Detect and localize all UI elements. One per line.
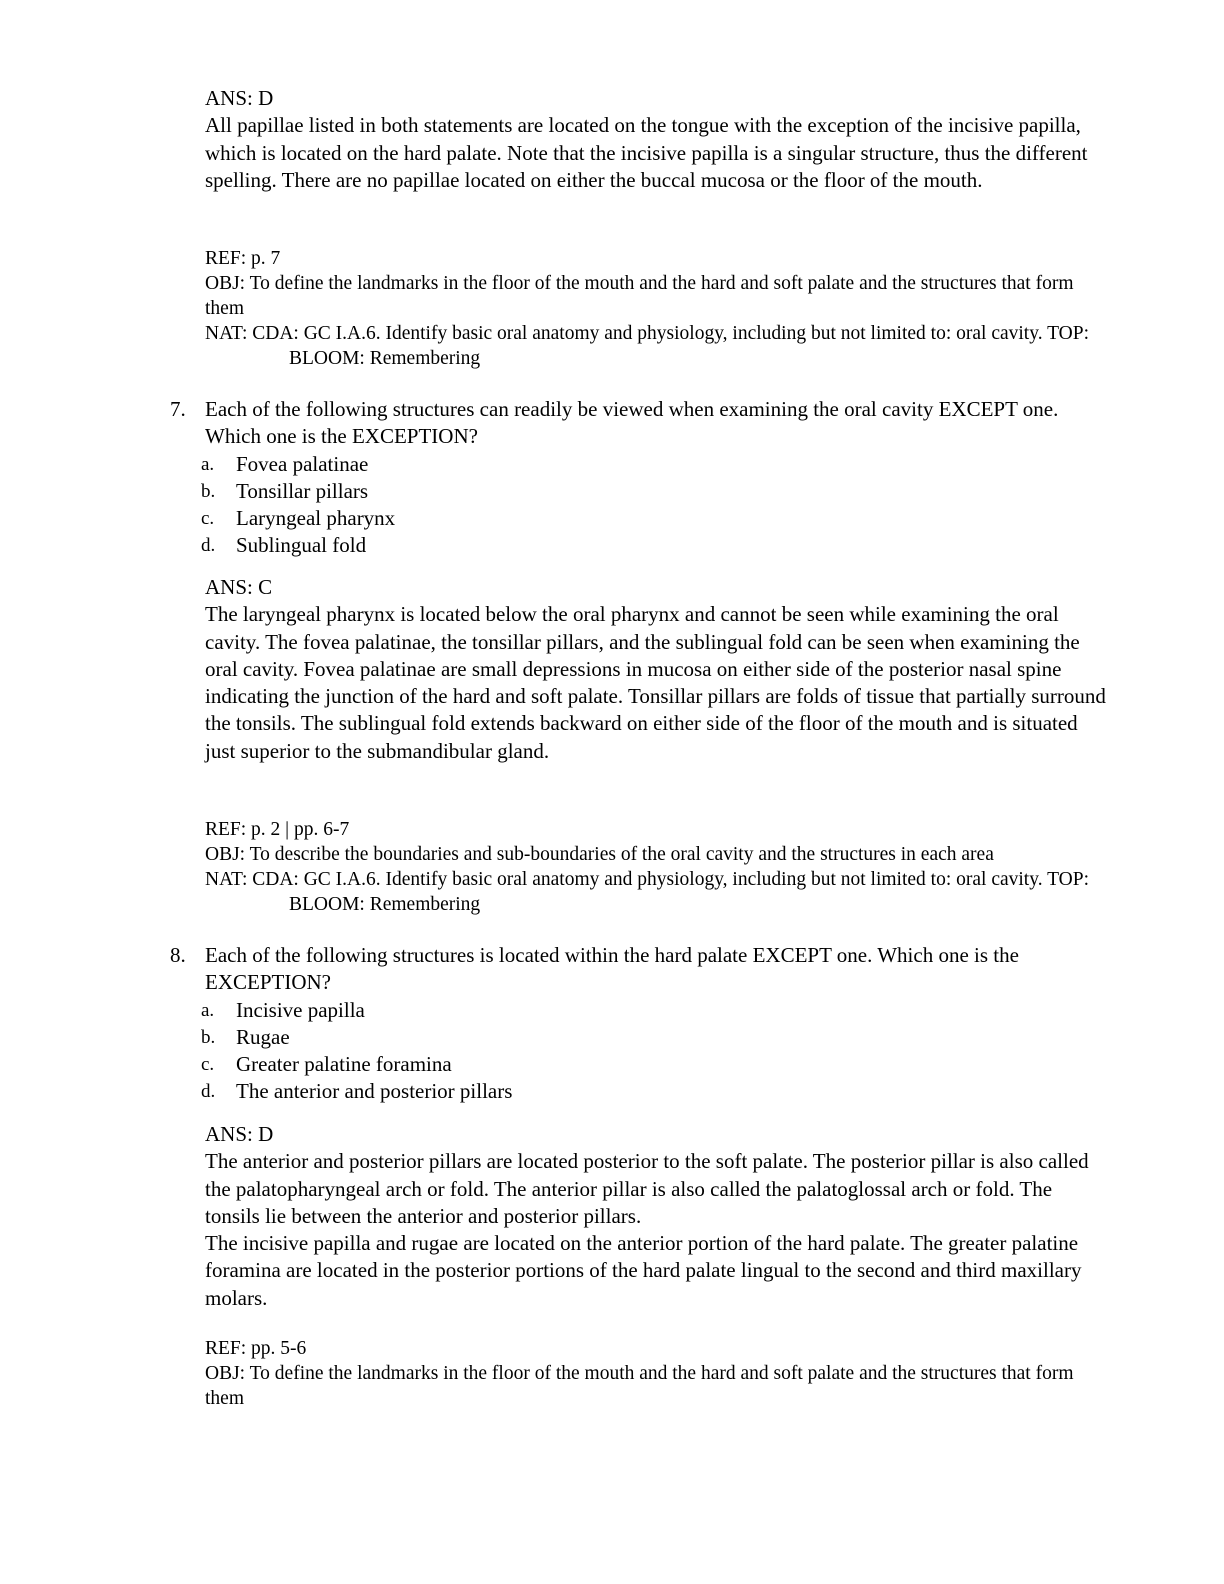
answer-explanation-1: The anterior and posterior pillars are located posterior to the soft palate. The posterior pillar is also called the palatopharyngeal arch or fold. The anterior pillar is also called the palatoglossal arch or fold. The tonsils lie between the anterior and posterior pillars. <box>205 1149 1089 1228</box>
nat-standard: NAT: CDA: GC I.A.6. Identify basic oral anatomy and physiology, including but not limited to: oral cavity. TOP:BLOOM: Remembering <box>205 323 1090 369</box>
answer-explanation-2: The incisive papilla and rugae are located on the anterior portion of the hard palate. The greater palatine foramina are located in the posterior portions of the hard palate lingual to the second and third maxillary molars. <box>205 1231 1082 1310</box>
nat-standard: NAT: CDA: GC I.A.6. Identify basic oral anatomy and physiology, including but not limited to: oral cavity. TOP:BLOOM: Remembering <box>205 869 1090 915</box>
option-d: d. The anterior and posterior pillars <box>201 1079 513 1104</box>
answer-key: ANS: C <box>205 575 273 599</box>
q8-metadata <box>205 1336 1110 1411</box>
objective: OBJ: To define the landmarks in the floor of the mouth and the hard and soft palate and the structures that form them <box>205 1363 1074 1409</box>
q6-answer-block <box>205 85 1110 194</box>
q8-answer-block <box>205 1121 1110 1312</box>
answer-explanation: The laryngeal pharynx is located below the oral pharynx and cannot be seen while examining the oral cavity. The fovea palatinae, the tonsillar pillars, and the sublingual fold can be seen when examining the oral cavity. Fovea palatinae are small depressions in mucosa on either side of the posterior nasal spine indicating the junction of the hard and soft palate. Tonsillar pillars are folds of tissue that partially surround the tonsils. The sublingual fold extends backward on either side of the floor of the mouth and is situated just superior to the submandibular gland. <box>205 602 1106 763</box>
objective: OBJ: To describe the boundaries and sub-boundaries of the oral cavity and the structures in each area <box>205 844 994 865</box>
option-d: d. Sublingual fold <box>201 533 367 558</box>
option-a: a. Incisive papilla <box>201 997 365 1022</box>
option-a: a. Fovea palatinae <box>201 451 369 476</box>
option-b: b. Rugae <box>201 1024 290 1049</box>
reference: REF: p. 2 | pp. 6-7 <box>205 819 350 840</box>
question-stem: Each of the following structures is located within the hard palate EXCEPT one. Which one is the EXCEPTION? <box>205 943 1019 995</box>
reference: REF: pp. 5-6 <box>205 1338 307 1359</box>
question-number: 7. <box>170 397 186 421</box>
question-7 <box>170 396 1110 560</box>
bloom-level: BLOOM: Remembering <box>289 894 481 915</box>
option-c: c. Greater palatine foramina <box>201 1052 452 1077</box>
q7-answer-block <box>205 574 1110 765</box>
reference: REF: p. 7 <box>205 248 281 269</box>
answer-key: ANS: D <box>205 86 274 110</box>
option-list <box>201 451 1110 560</box>
bloom-level: BLOOM: Remembering <box>289 348 481 369</box>
q7-metadata <box>205 817 1110 917</box>
question-8 <box>170 942 1110 1106</box>
answer-explanation: All papillae listed in both statements are located on the tongue with the exception of the incisive papilla, which is located on the hard palate. Note that the incisive papilla is a singular structure, thus the different spelling. There are no papillae located on either the buccal mucosa or the floor of the mouth. <box>205 113 1088 192</box>
q6-metadata <box>205 246 1110 371</box>
option-b: b. Tonsillar pillars <box>201 478 369 503</box>
answer-key: ANS: D <box>205 1122 274 1146</box>
question-stem: Each of the following structures can readily be viewed when examining the oral cavity EXCEPT one. Which one is the EXCEPTION? <box>205 397 1059 449</box>
objective: OBJ: To define the landmarks in the floor of the mouth and the hard and soft palate and the structures that form them <box>205 273 1074 319</box>
question-number: 8. <box>170 943 186 967</box>
option-list <box>201 997 1110 1106</box>
option-c: c. Laryngeal pharynx <box>201 506 396 531</box>
